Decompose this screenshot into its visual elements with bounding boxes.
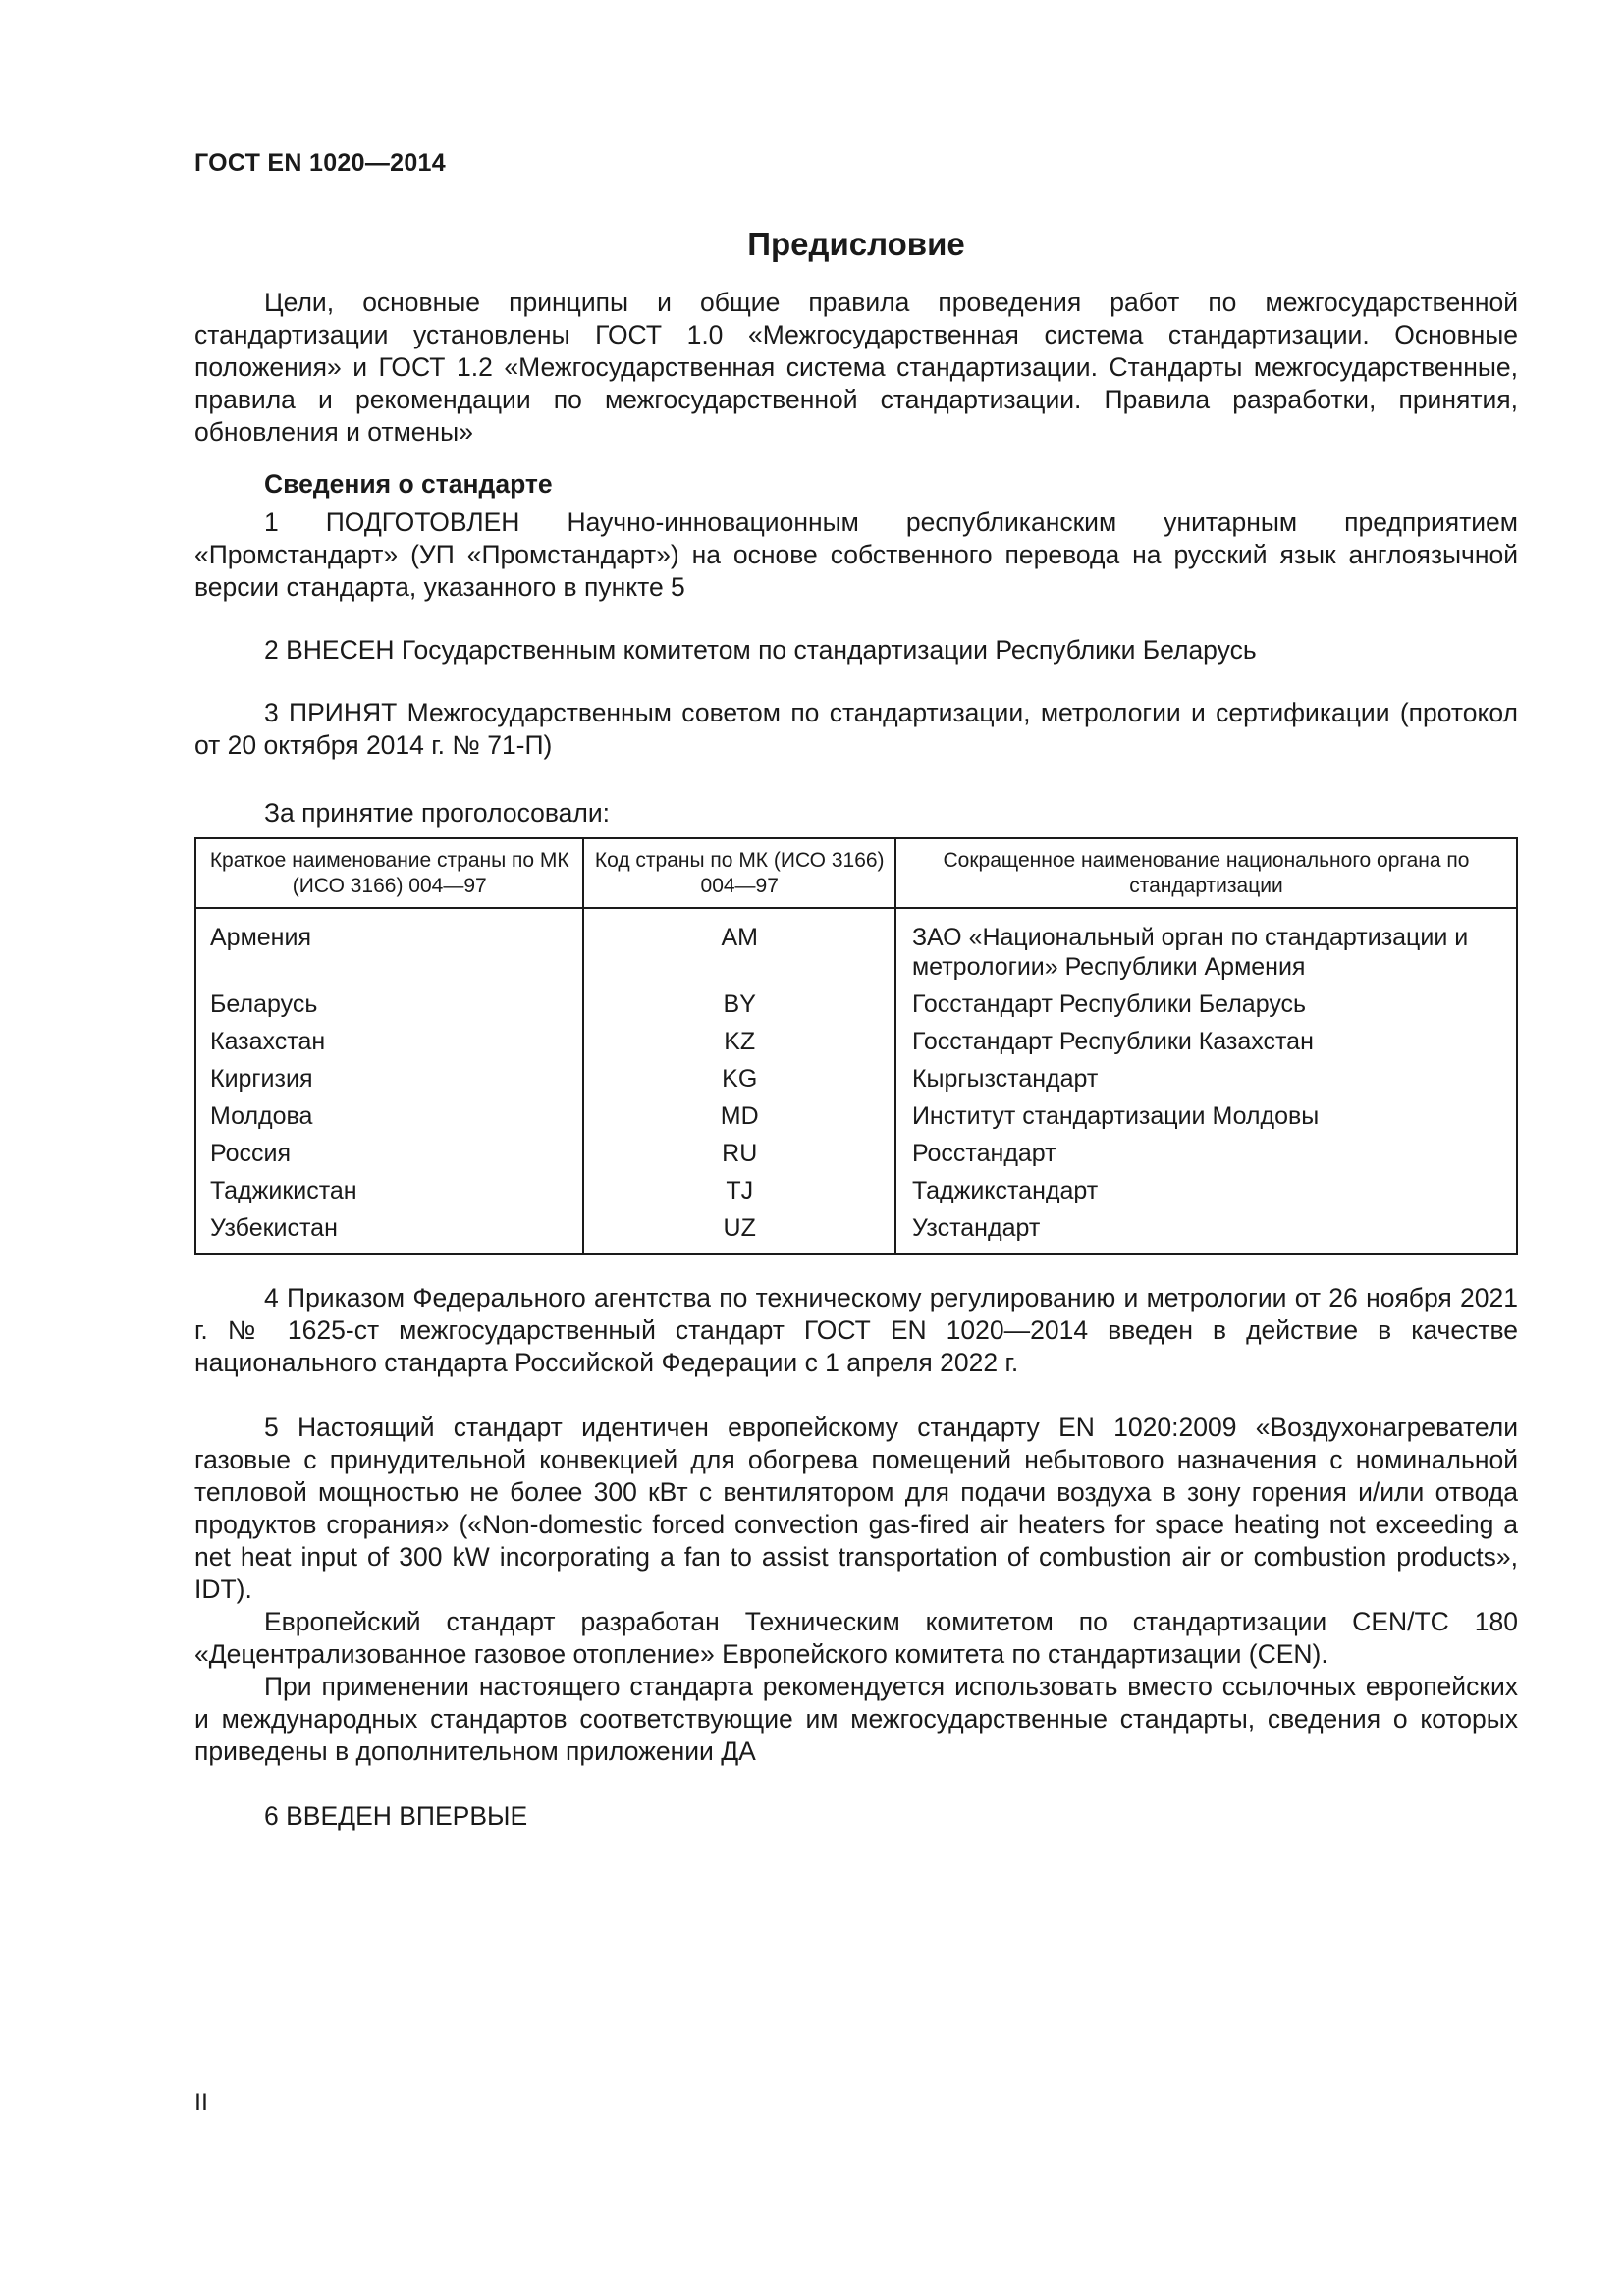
item-2-paragraph: 2 ВНЕСЕН Государственным комитетом по стандартизации Республики Беларусь xyxy=(264,635,1257,665)
code-cell: MD xyxy=(583,1094,894,1131)
item-1-paragraph: 1 ПОДГОТОВЛЕН Научно-инновационным республиканским унитарным предприятием «Промстандарт» (УП «Промстандарт») на основе собственного перевода на русский язык англоязычной версии стандарта, указанного в пункте 5 xyxy=(194,507,1518,602)
section-heading: Сведения о стандарте xyxy=(264,469,553,499)
column-header-body: Сокращенное наименование национального органа по стандартизации xyxy=(895,838,1517,908)
country-cell: Узбекистан xyxy=(195,1205,583,1254)
table-row xyxy=(195,1205,1517,1254)
voted-caption: За принятие проголосовали: xyxy=(264,798,611,828)
code-cell: TJ xyxy=(583,1168,894,1205)
body-cell: ЗАО «Национальный орган по стандартизации и метрологии» Республики Армения xyxy=(895,908,1517,982)
country-cell: Армения xyxy=(195,908,583,982)
body-cell: Институт стандартизации Молдовы xyxy=(895,1094,1517,1131)
table-row xyxy=(195,1168,1517,1205)
document-code: ГОСТ EN 1020—2014 xyxy=(194,149,446,177)
country-cell: Молдова xyxy=(195,1094,583,1131)
item-3-paragraph: 3 ПРИНЯТ Межгосударственным советом по стандартизации, метрологии и сертификации (протокол от 20 октября 2014 г. № 71-П) xyxy=(194,698,1518,760)
item-4-paragraph: 4 Приказом Федерального агентства по техническому регулированию и метрологии от 26 ноября 2021 г. № 1625-ст межгосударственный стандарт ГОСТ EN 1020—2014 введен в действие в качестве национального стандарта Российской Федерации с 1 апреля 2022 г. xyxy=(194,1283,1518,1377)
column-header-country: Краткое наименование страны по МК (ИСО 3166) 004—97 xyxy=(195,838,583,908)
item-5-application-paragraph: При применении настоящего стандарта рекомендуется использовать вместо ссылочных европейских и международных стандартов соответствующие им межгосударственные стандарты, сведения о которых приведены в дополнительном приложении ДА xyxy=(194,1672,1518,1766)
item-6-paragraph: 6 ВВЕДЕН ВПЕРВЫЕ xyxy=(264,1801,528,1831)
body-cell: Госстандарт Республики Казахстан xyxy=(895,1019,1517,1056)
body-cell: Кыргызстандарт xyxy=(895,1056,1517,1094)
body-cell: Таджикстандарт xyxy=(895,1168,1517,1205)
voting-table xyxy=(194,837,1518,1255)
document-body xyxy=(194,287,1518,1833)
table-row xyxy=(195,982,1517,1019)
country-cell: Беларусь xyxy=(195,982,583,1019)
body-cell: Узстандарт xyxy=(895,1205,1517,1254)
table-header-row xyxy=(195,838,1517,908)
code-cell: AM xyxy=(583,908,894,982)
table-row xyxy=(195,1019,1517,1056)
code-cell: RU xyxy=(583,1131,894,1168)
country-cell: Казахстан xyxy=(195,1019,583,1056)
table-row xyxy=(195,1094,1517,1131)
item-5-european-standard-paragraph: Европейский стандарт разработан Техническим комитетом по стандартизации CEN/TC 180 «Децентрализованное газовое отопление» Европейского комитета по стандартизации (CEN). xyxy=(194,1607,1518,1669)
country-cell: Таджикистан xyxy=(195,1168,583,1205)
table-row xyxy=(195,1056,1517,1094)
code-cell: UZ xyxy=(583,1205,894,1254)
item-5-paragraph: 5 Настоящий стандарт идентичен европейскому стандарту EN 1020:2009 «Воздухонагреватели газовые с принудительной конвекцией для обогрева помещений небытового назначения с номинальной тепловой мощностью не более 300 кВт с вентилятором для подачи воздуха в зону горения и/или отвода продуктов сгорания» («Non-domestic forced convection gas-fired air heaters for space heating not exceeding a net heat input of 300 kW incorporating a fan to assist transportation of combustion air or combustion products», IDT). xyxy=(194,1413,1518,1604)
body-cell: Госстандарт Республики Беларусь xyxy=(895,982,1517,1019)
country-cell: Россия xyxy=(195,1131,583,1168)
table-row xyxy=(195,908,1517,982)
intro-paragraph: Цели, основные принципы и общие правила проведения работ по межгосударственной стандартизации установлены ГОСТ 1.0 «Межгосударственная система стандартизации. Основные положения» и ГОСТ 1.2 «Межгосударственная система стандартизации. Стандарты межгосударственные, правила и рекомендации по межгосударственной стандартизации. Правила разработки, принятия, обновления и отмены» xyxy=(194,288,1518,447)
page-number: II xyxy=(194,2089,208,2116)
country-cell: Киргизия xyxy=(195,1056,583,1094)
page-title: Предисловие xyxy=(747,226,965,262)
code-cell: KZ xyxy=(583,1019,894,1056)
code-cell: BY xyxy=(583,982,894,1019)
column-header-code: Код страны по МК (ИСО 3166) 004—97 xyxy=(583,838,894,908)
code-cell: KG xyxy=(583,1056,894,1094)
body-cell: Росстандарт xyxy=(895,1131,1517,1168)
table-row xyxy=(195,1131,1517,1168)
